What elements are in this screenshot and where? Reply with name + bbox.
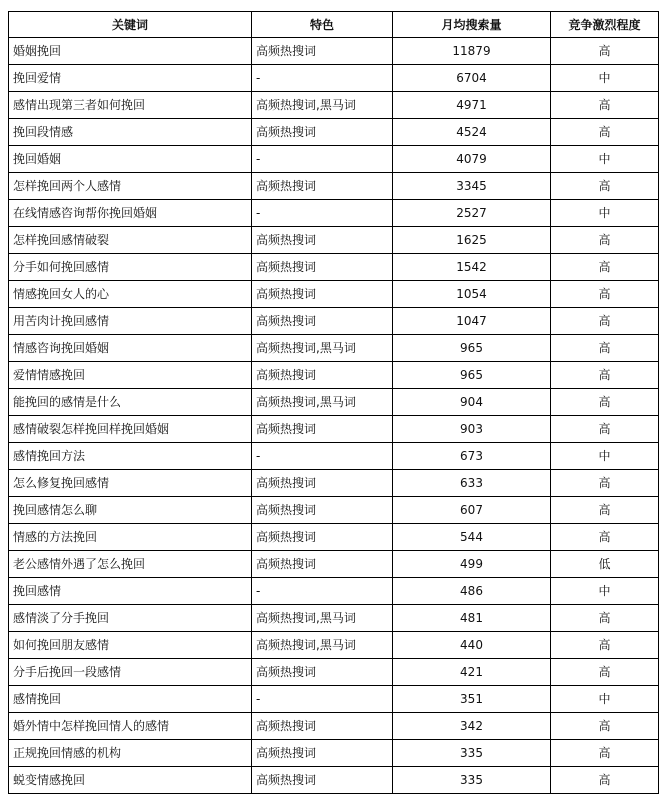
cell-feature: -	[252, 200, 393, 227]
table-row	[9, 146, 659, 173]
cell-monthly-volume: 440	[393, 632, 551, 659]
cell-keyword: 情感挽回女人的心	[9, 281, 252, 308]
cell-feature: 高频热搜词	[252, 254, 393, 281]
cell-keyword: 挽回爱情	[9, 65, 252, 92]
cell-keyword: 用苦肉计挽回感情	[9, 308, 252, 335]
cell-keyword: 挽回段情感	[9, 119, 252, 146]
cell-keyword: 挽回感情怎么聊	[9, 497, 252, 524]
cell-feature: 高频热搜词	[252, 227, 393, 254]
cell-competition: 高	[551, 308, 659, 335]
cell-monthly-volume: 607	[393, 497, 551, 524]
cell-monthly-volume: 965	[393, 362, 551, 389]
cell-monthly-volume: 1542	[393, 254, 551, 281]
cell-feature: 高频热搜词	[252, 281, 393, 308]
cell-feature: 高频热搜词	[252, 659, 393, 686]
cell-keyword: 在线情感咨询帮你挽回婚姻	[9, 200, 252, 227]
cell-competition: 高	[551, 38, 659, 65]
cell-keyword: 婚外情中怎样挽回情人的感情	[9, 713, 252, 740]
cell-feature: 高频热搜词	[252, 767, 393, 794]
table-row	[9, 416, 659, 443]
cell-monthly-volume: 903	[393, 416, 551, 443]
cell-keyword: 能挽回的感情是什么	[9, 389, 252, 416]
cell-monthly-volume: 4971	[393, 92, 551, 119]
cell-competition: 高	[551, 119, 659, 146]
table-row	[9, 659, 659, 686]
table-row	[9, 200, 659, 227]
cell-competition: 高	[551, 740, 659, 767]
cell-feature: 高频热搜词	[252, 713, 393, 740]
cell-monthly-volume: 2527	[393, 200, 551, 227]
cell-keyword: 挽回婚姻	[9, 146, 252, 173]
cell-competition: 高	[551, 389, 659, 416]
cell-feature: 高频热搜词,黑马词	[252, 605, 393, 632]
cell-monthly-volume: 4079	[393, 146, 551, 173]
cell-competition: 中	[551, 578, 659, 605]
cell-monthly-volume: 481	[393, 605, 551, 632]
cell-keyword: 怎么修复挽回感情	[9, 470, 252, 497]
cell-keyword: 如何挽回朋友感情	[9, 632, 252, 659]
cell-feature: 高频热搜词	[252, 362, 393, 389]
table-row	[9, 686, 659, 713]
cell-feature: -	[252, 686, 393, 713]
cell-monthly-volume: 499	[393, 551, 551, 578]
header-competition: 竞争激烈程度	[551, 12, 659, 38]
table-header-row	[9, 12, 659, 38]
cell-feature: 高频热搜词	[252, 416, 393, 443]
cell-monthly-volume: 1054	[393, 281, 551, 308]
cell-monthly-volume: 335	[393, 767, 551, 794]
cell-feature: 高频热搜词	[252, 470, 393, 497]
cell-keyword: 感情挽回方法	[9, 443, 252, 470]
cell-feature: 高频热搜词	[252, 740, 393, 767]
cell-competition: 高	[551, 632, 659, 659]
cell-competition: 高	[551, 335, 659, 362]
cell-feature: 高频热搜词	[252, 119, 393, 146]
cell-keyword: 怎样挽回两个人感情	[9, 173, 252, 200]
cell-monthly-volume: 3345	[393, 173, 551, 200]
cell-keyword: 分手后挽回一段感情	[9, 659, 252, 686]
table-row	[9, 308, 659, 335]
cell-monthly-volume: 673	[393, 443, 551, 470]
header-feature: 特色	[252, 12, 393, 38]
table-row	[9, 38, 659, 65]
cell-feature: -	[252, 578, 393, 605]
table-row	[9, 227, 659, 254]
cell-keyword: 感情出现第三者如何挽回	[9, 92, 252, 119]
cell-competition: 中	[551, 200, 659, 227]
table-row	[9, 632, 659, 659]
cell-competition: 高	[551, 659, 659, 686]
cell-keyword: 婚姻挽回	[9, 38, 252, 65]
cell-feature: 高频热搜词	[252, 38, 393, 65]
cell-competition: 中	[551, 443, 659, 470]
table-row	[9, 173, 659, 200]
cell-monthly-volume: 965	[393, 335, 551, 362]
table-row	[9, 578, 659, 605]
cell-competition: 高	[551, 227, 659, 254]
cell-competition: 高	[551, 281, 659, 308]
cell-monthly-volume: 351	[393, 686, 551, 713]
cell-competition: 高	[551, 92, 659, 119]
keyword-table	[8, 11, 659, 794]
cell-monthly-volume: 544	[393, 524, 551, 551]
cell-feature: 高频热搜词,黑马词	[252, 92, 393, 119]
cell-feature: 高频热搜词,黑马词	[252, 335, 393, 362]
table-row	[9, 443, 659, 470]
cell-competition: 高	[551, 362, 659, 389]
cell-keyword: 情感的方法挽回	[9, 524, 252, 551]
table-row	[9, 551, 659, 578]
cell-keyword: 分手如何挽回感情	[9, 254, 252, 281]
cell-feature: 高频热搜词	[252, 524, 393, 551]
cell-competition: 高	[551, 767, 659, 794]
cell-keyword: 挽回感情	[9, 578, 252, 605]
cell-monthly-volume: 1625	[393, 227, 551, 254]
cell-keyword: 怎样挽回感情破裂	[9, 227, 252, 254]
cell-keyword: 感情挽回	[9, 686, 252, 713]
cell-keyword: 老公感情外遇了怎么挽回	[9, 551, 252, 578]
cell-competition: 高	[551, 605, 659, 632]
cell-feature: 高频热搜词	[252, 308, 393, 335]
table-row	[9, 65, 659, 92]
cell-monthly-volume: 335	[393, 740, 551, 767]
cell-feature: -	[252, 65, 393, 92]
cell-feature: -	[252, 146, 393, 173]
cell-competition: 高	[551, 497, 659, 524]
cell-monthly-volume: 11879	[393, 38, 551, 65]
table-row	[9, 740, 659, 767]
cell-keyword: 蜕变情感挽回	[9, 767, 252, 794]
cell-monthly-volume: 633	[393, 470, 551, 497]
cell-competition: 低	[551, 551, 659, 578]
cell-competition: 高	[551, 173, 659, 200]
cell-monthly-volume: 342	[393, 713, 551, 740]
cell-keyword: 情感咨询挽回婚姻	[9, 335, 252, 362]
table-row	[9, 605, 659, 632]
header-monthly-volume: 月均搜索量	[393, 12, 551, 38]
table-row	[9, 92, 659, 119]
table-row	[9, 524, 659, 551]
cell-monthly-volume: 486	[393, 578, 551, 605]
cell-competition: 中	[551, 686, 659, 713]
cell-monthly-volume: 4524	[393, 119, 551, 146]
table-row	[9, 335, 659, 362]
cell-competition: 高	[551, 254, 659, 281]
table-row	[9, 362, 659, 389]
cell-feature: -	[252, 443, 393, 470]
table-row	[9, 254, 659, 281]
table-row	[9, 767, 659, 794]
cell-keyword: 感情破裂怎样挽回样挽回婚姻	[9, 416, 252, 443]
cell-competition: 中	[551, 65, 659, 92]
cell-keyword: 正规挽回情感的机构	[9, 740, 252, 767]
cell-monthly-volume: 6704	[393, 65, 551, 92]
cell-monthly-volume: 1047	[393, 308, 551, 335]
cell-keyword: 爱情情感挽回	[9, 362, 252, 389]
cell-feature: 高频热搜词,黑马词	[252, 389, 393, 416]
header-keyword: 关键词	[9, 12, 252, 38]
cell-feature: 高频热搜词	[252, 173, 393, 200]
table-row	[9, 281, 659, 308]
cell-competition: 高	[551, 416, 659, 443]
cell-monthly-volume: 421	[393, 659, 551, 686]
cell-feature: 高频热搜词	[252, 551, 393, 578]
table-row	[9, 389, 659, 416]
table-row	[9, 713, 659, 740]
cell-competition: 中	[551, 146, 659, 173]
table-row	[9, 497, 659, 524]
cell-competition: 高	[551, 470, 659, 497]
cell-competition: 高	[551, 524, 659, 551]
cell-feature: 高频热搜词	[252, 497, 393, 524]
cell-monthly-volume: 904	[393, 389, 551, 416]
cell-keyword: 感情淡了分手挽回	[9, 605, 252, 632]
table-row	[9, 470, 659, 497]
cell-competition: 高	[551, 713, 659, 740]
cell-feature: 高频热搜词,黑马词	[252, 632, 393, 659]
table-row	[9, 119, 659, 146]
